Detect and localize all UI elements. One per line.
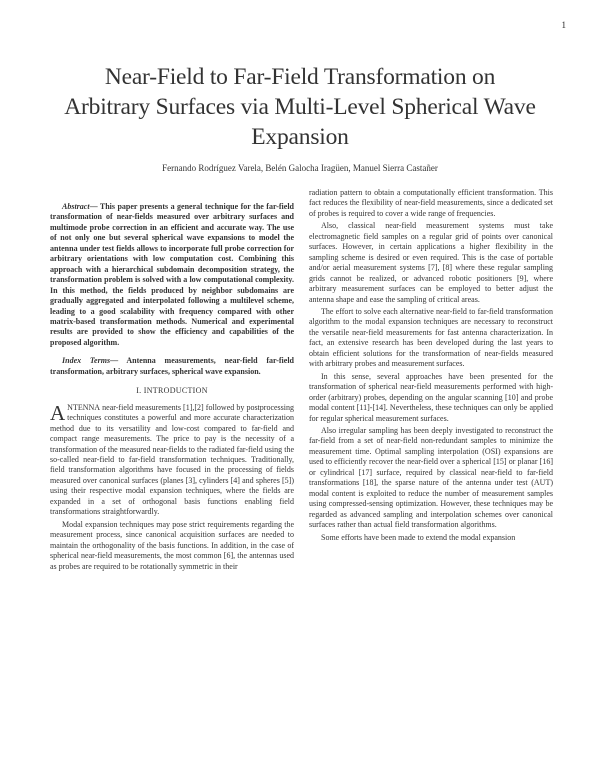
right-paragraph-4: In this sense, several approaches have been presented for the transformation of spherical near-field measurements performed with high-order (arbitrary) probes, depending on the angular scanning [10] and probe modal content [11]-[14]. Nevertheless, these techniques can only be applied for regular spherical measurement surfaces. — [309, 371, 553, 423]
abstract — [50, 202, 294, 348]
intro-paragraph-1-text: near-field measurements [1],[2] followed by postprocessing techniques constitutes a powerful and more accurate characterization method due to its versatility and low-cost compared to far-field and compact range measurements. The price to pay is the necessity of a transformation of the measured near-fields to the radiated far-field using the so-called near-field to far-field transformation techniques. Traditionally, field transformation algorithms have focused in the processing of fields measured over canonical surfaces (planes [3], cylinders [4] and spheres [5]) using their respective modal expansion techniques, where the fields are expanded in a set of orthogonal basis functions enabling field transformations straightforwardly. — [50, 402, 294, 517]
dropcap-letter: A — [50, 400, 66, 425]
intro-paragraph-1 — [50, 400, 294, 518]
right-paragraph-1: radiation pattern to obtain a computationally efficient transformation. This fact reduces the flexibility of near-field measurements, since a dedicated set of probes is required to cover a wide range of frequencies. — [309, 188, 553, 218]
page-number: 1 — [561, 20, 566, 30]
index-terms-label: Index Terms — [62, 356, 111, 366]
abstract-label: Abstract — [62, 202, 90, 211]
right-paragraph-5: Also irregular sampling has been deeply investigated to reconstruct the far-field from a set of near-field non-redundant samples to minimize the measurement time. Optimal sampling interpolation (OSI) expansions are used to efficiently recover the near-field over a spherical [15] or planar [16] or cylindrical [17] surface, required by classical near-field to far-field transformations [18], the sparse nature of the antenna under test (AUT) modal content is exploited to reduce the number of measurement samples using compressed-sensing optimization. However, these techniques may be regarded as advanced sampling and interpolation schemes over canonical surfaces rather than actual field transformation algorithms. — [309, 425, 553, 530]
section-heading-introduction: I. INTRODUCTION — [136, 386, 208, 396]
paper-title: Near-Field to Far-Field Transformation on Arbitrary Surfaces via Multi-Level Spherical Wave Expansion — [64, 64, 536, 150]
paper-authors: Fernando Rodríguez Varela, Belén Galocha Iragüen, Manuel Sierra Castañer — [162, 163, 438, 173]
abstract-text: — This paper presents a general technique for the far-field transformation of near-fields measured over arbitrary surfaces and multimode probe correction in an efficient and accurate way. The use of not only one but several spherical wave expansions to model the antenna under test fields allows to incorporate full probe correction for arbitrary orientations with low computation cost. Combining this approach with a hierarchical subdomain decomposition strategy, the transformation problem is solved with a low computational complexity. In this method, the fields produced by neighbor subdomains are gradually aggregated and interpolated following a multilevel scheme, leading to a good scalability with frequency compared with other matrix-based transformation methods. Numerical and experimental results are provided to show the efficiency and capabilities of the proposed algorithm. — [50, 202, 294, 347]
right-paragraph-6: Some efforts have been made to extend the modal expansion — [321, 532, 516, 542]
index-terms — [50, 356, 294, 377]
right-paragraph-3: The effort to solve each alternative near-field to far-field transformation algorithm to the modal expansion techniques are necessary to reconstruct the versatile near-field measurements for fast antenna characterization. In fact, an extensive research has been developed during the last years to obtain efficient solutions for the transformation of near-fields measured with arbitrary probes and measurement surfaces. — [309, 306, 553, 369]
index-terms-text: — Antenna measurements, near-field far-field transformation, arbitrary surfaces, spherical wave expansion. — [50, 356, 295, 376]
right-column — [309, 188, 553, 545]
left-column — [50, 202, 294, 574]
right-paragraph-2: Also, classical near-field measurement systems must take electromagnetic field samples on a regular grid of points over canonical surfaces. However, in certain applications a higher flexibility in the sampling scheme is desired or even required. This is the case of portable and/or aerial measurement systems [7], [8] where these regular sampling grids cannot be realized, or advanced robotic positioners [9], where arbitrary measurement surfaces can be employed to better adjust the antenna shape and ease the sampling of critical areas. — [309, 221, 553, 304]
intro-paragraph-2: Modal expansion techniques may pose strict requirements regarding the measurement process, since canonical acquisition surfaces are needed to maintain the orthogonality of the basis functions. In addition, in the case of spherical near-field measurements, the most common [6], the antennas used as probes are required to be rotationally symmetric in their — [50, 519, 294, 571]
intro-smallcaps: NTENNA — [67, 402, 101, 412]
